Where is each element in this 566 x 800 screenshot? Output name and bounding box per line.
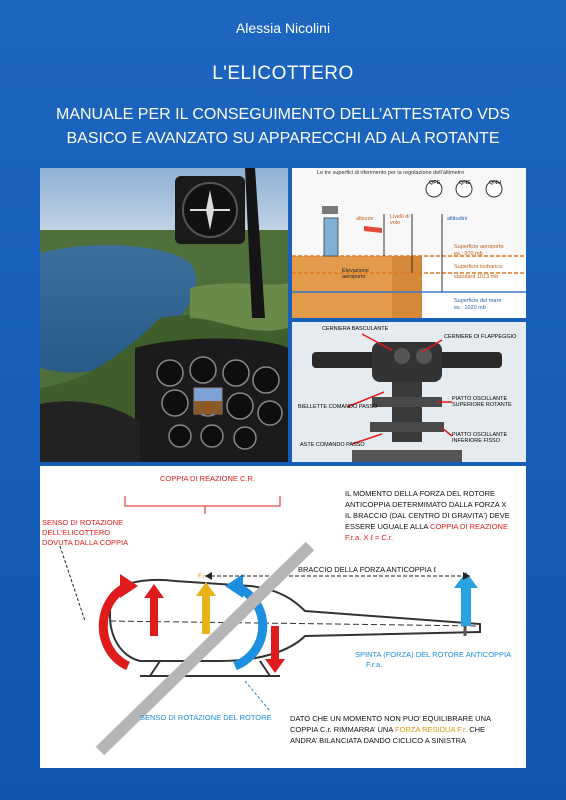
momento-line-4-highlight: COPPIA DI REAZIONE [430,522,508,531]
senso-elicottero-label [42,518,128,548]
sup-aeroporto-label: Superficie aeroporto [454,244,504,250]
author-name: Alessia Nicolini [235,20,331,36]
dato-line-2-highlight: FORZA RESIDUA F.r. [395,725,468,734]
spinta-label: SPINTA (FORZA) DEL ROTORE ANTICOPPIA [355,650,512,659]
piatto-inferiore-label: PIATTO OSCILLANTE INFERIORE FISSO [452,432,508,444]
anti-torque-diagram [40,466,526,768]
sup-aeroporto-es: es.: 970 mb [454,251,483,257]
senso-line-2: DELL'ELICOTTERO [42,528,111,537]
dato-line-1: DATO CHE UN MOMENTO NON PUO’ EQUILIBRARE UNA [290,714,491,723]
book-title: L'ELICOTTERO [212,63,354,84]
standard-label: standard 1013 mb [454,274,499,280]
formula: F.r.a. X ℓ = C.r. [345,533,394,542]
book-subtitle [20,103,546,151]
senso-rotore-label: SENSO DI ROTAZIONE DEL ROTORE [140,713,272,722]
momento-line-3: IL BRACCIO (DAL CENTRO DI GRAVITA') DEVE [345,511,510,520]
senso-line-1: SENSO DI ROTAZIONE [42,518,124,527]
cockpit-photo [40,168,288,462]
altezze-label: altezze [356,216,374,222]
subtitle-line-1: MANUALE PER IL CONSEGUIMENTO DELL’ATTESTATO VDS [55,106,511,123]
momento-line-2: ANTICOPPIA DETERMIMATO DALLA FORZA X [345,500,507,509]
cerniere-flappeggio-label: CERNIERE DI FLAPPEGGIO [444,334,517,340]
fr-label: F.r. [198,573,207,580]
elevazione-label: Elevazione aeroporto [342,268,369,280]
coppia-reazione-label: COPPIA DI REAZIONE C.R. [160,474,256,483]
piatto-superiore-label: PIATTO OSCILLANTE SUPERIORE ROTANTE [452,396,512,408]
fra-label: F.r.a. [366,660,383,669]
qfe-label: QFE [429,180,441,186]
altimetry-diagram [292,168,526,318]
livelli-label: Livelli di volo [390,214,410,226]
sup-isobarica-label: Superficie isobarica [454,264,502,270]
rotor-head-photo [292,322,526,462]
altitudini-label: altitudini [447,216,468,222]
momento-line-4-prefix: ESSERE UGUALE ALLA [345,522,431,531]
dato-line-3: ANDRA’ BILANCIATA DANDO CICLICO A SINISTRA [290,736,467,745]
momento-line-4 [345,521,510,532]
dato-line-2 [290,724,491,735]
braccio-label: BRACCIO DELLA FORZA ANTICOPPIA ℓ [298,565,436,574]
senso-line-3: DOVUTA DALLA COPPIA [42,538,129,547]
dato-line-2-prefix: COPPIA C.r. RIMMARRA’ UNA [290,725,396,734]
momento-text [345,488,510,543]
aste-label: ASTE COMANDO PASSO [300,442,365,448]
qnh-label: QNH [489,180,502,186]
sup-mare-es: es.: 1020 mb [454,305,486,311]
dato-line-2-suffix: CHE [467,725,486,734]
dato-text [290,713,491,746]
biellette-label: BIELLETTE COMANDO PASSO [298,404,378,410]
cerniera-basculante-label: CERNIERA BASCULANTE [322,326,389,332]
altimetry-header: Le tre superfici di riferimento per la regolazione dell’altimetro [317,170,465,176]
qne-label: QNE [459,180,471,186]
subtitle-line-2: BASICO E AVANZATO SU APPARECCHI AD ALA ROTANTE [66,130,500,147]
momento-line-1: IL MOMENTO DELLA FORZA DEL ROTORE [345,489,496,498]
sup-mare-label: Superficie del mare [454,298,502,304]
